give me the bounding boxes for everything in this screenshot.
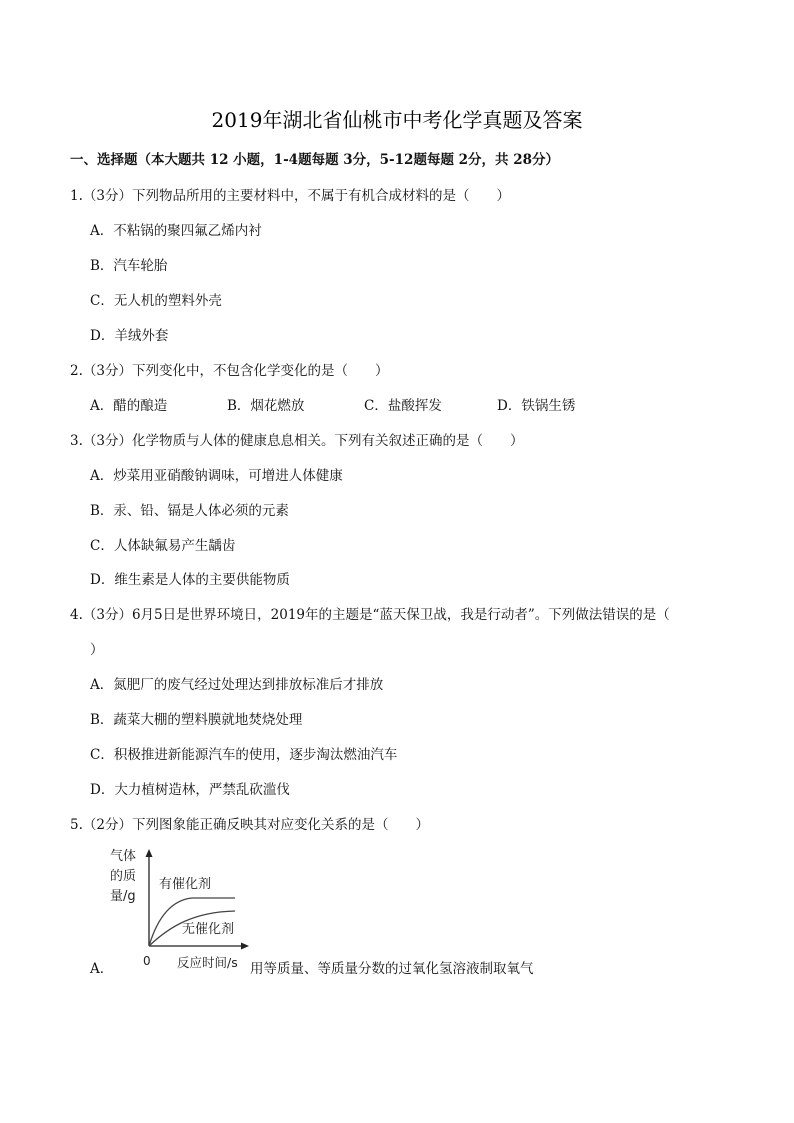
question-2-option-c[interactable]: C．盐酸挥发 [364, 398, 442, 414]
graph-y-label-3: 量/g [110, 889, 136, 904]
question-4-stem-continued: ） [90, 642, 104, 658]
graph-x-label: 反应时间/s [177, 955, 238, 970]
question-3-stem: 3.（3分）化学物质与人体的健康息息相关。下列有关叙述正确的是（ ） [70, 433, 524, 449]
question-1-option-c[interactable]: C．无人机的塑料外壳 [90, 293, 222, 309]
question-5-option-a-text: 用等质量、等质量分数的过氧化氢溶液制取氧气 [250, 961, 534, 977]
question-2-option-b[interactable]: B．烟花燃放 [227, 398, 305, 414]
question-5-stem: 5.（2分）下列图象能正确反映其对应变化关系的是（ ） [70, 817, 429, 833]
catalyst-graph [108, 846, 250, 970]
question-1-stem: 1.（3分）下列物品所用的主要材料中，不属于有机合成材料的是（ ） [70, 188, 510, 204]
question-3-option-a[interactable]: A．炒菜用亚硝酸钠调味，可增进人体健康 [90, 468, 343, 484]
question-4-stem: 4.（3分）6月5日是世界环境日，2019年的主题是“蓝天保卫战，我是行动者”。下列做法错误的是（ [70, 607, 670, 623]
page-title: 2019年湖北省仙桃市中考化学真题及答案 [211, 108, 583, 132]
question-2-stem: 2.（3分）下列变化中，不包含化学变化的是（ ） [70, 363, 389, 379]
question-2-option-a[interactable]: A．醋的酿造 [90, 398, 168, 414]
question-3-option-d[interactable]: D．维生素是人体的主要供能物质 [90, 572, 290, 588]
graph-x-arrow [241, 943, 249, 950]
graph-y-arrow [146, 849, 153, 857]
graph-y-label-1: 气体 [110, 849, 137, 864]
graph-origin-label: 0 [143, 954, 151, 968]
section-heading: 一、选择题（本大题共 12 小题，1-4题每题 3分，5-12题每题 2分，共 28分） [70, 152, 560, 168]
question-3-option-b[interactable]: B．汞、铅、镉是人体必须的元素 [90, 503, 289, 519]
question-5-option-a-label[interactable]: A． [90, 961, 114, 977]
question-4-option-b[interactable]: B．蔬菜大棚的塑料膜就地焚烧处理 [90, 712, 303, 728]
question-1-option-a[interactable]: A．不粘锅的聚四氟乙烯内衬 [90, 223, 262, 239]
question-3-option-c[interactable]: C．人体缺氟易产生龋齿 [90, 538, 236, 554]
question-4-option-c[interactable]: C．积极推进新能源汽车的使用，逐步淘汰燃油汽车 [90, 747, 398, 763]
curve-without-catalyst-label: 无催化剂 [182, 922, 235, 937]
graph-y-label-2: 的质 [110, 869, 137, 884]
question-4-option-a[interactable]: A．氮肥厂的废气经过处理达到排放标准后才排放 [90, 677, 384, 693]
question-1-option-b[interactable]: B．汽车轮胎 [90, 258, 168, 274]
question-2-option-d[interactable]: D．铁锅生锈 [497, 398, 576, 414]
curve-with-catalyst-label: 有催化剂 [159, 877, 212, 892]
question-4-option-d[interactable]: D．大力植树造林，严禁乱砍滥伐 [90, 782, 290, 798]
question-1-option-d[interactable]: D．羊绒外套 [90, 328, 169, 344]
